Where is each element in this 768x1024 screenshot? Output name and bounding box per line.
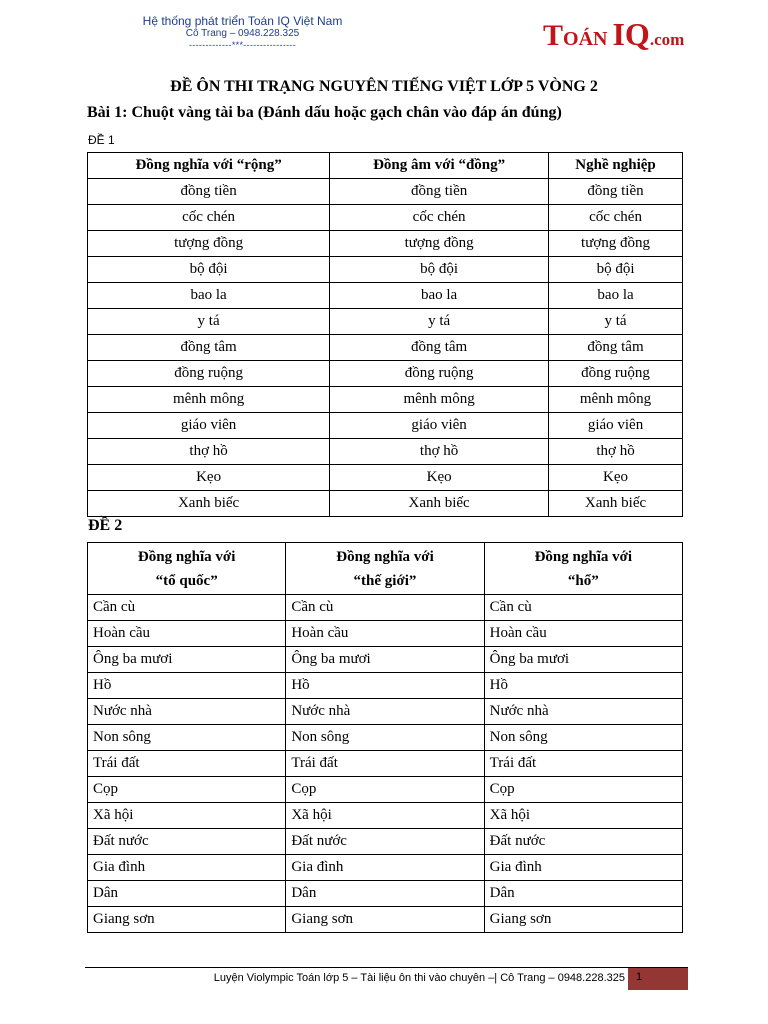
de1-option-cell[interactable]: đồng tâm — [88, 335, 330, 361]
de1-label: ĐỀ 1 — [88, 133, 115, 147]
de1-option-cell[interactable]: Xanh biếc — [330, 491, 549, 517]
footer-text: Luyện Violympic Toán lớp 5 – Tài liệu ôn thi vào chuyên –| Cô Trang – 0948.228.325 — [213, 972, 625, 984]
de2-option-cell[interactable]: Gia đình — [484, 855, 682, 881]
de1-option-cell[interactable]: bộ đội — [549, 257, 683, 283]
de2-row — [88, 907, 683, 933]
page-number-box — [628, 968, 688, 990]
de2-option-cell[interactable]: Ông ba mươi — [286, 647, 484, 673]
de2-option-cell[interactable]: Ông ba mươi — [88, 647, 286, 673]
de1-option-cell[interactable]: y tá — [549, 309, 683, 335]
de1-row — [88, 413, 683, 439]
logo-part-1: T — [543, 19, 564, 52]
de2-row — [88, 673, 683, 699]
de2-header-line1: Đồng nghĩa với — [137, 548, 236, 565]
de2-option-cell[interactable]: Trái đất — [286, 751, 484, 777]
de2-option-cell[interactable]: Cần cù — [88, 595, 286, 621]
de2-header-line2: “thế giới” — [353, 572, 417, 589]
de2-option-cell[interactable]: Cần cù — [484, 595, 682, 621]
de1-option-cell[interactable]: cốc chén — [549, 205, 683, 231]
toaniq-logo — [543, 16, 684, 53]
de1-option-cell[interactable]: giáo viên — [88, 413, 330, 439]
page-number: 1 — [636, 971, 643, 983]
de2-option-cell[interactable]: Cọp — [286, 777, 484, 803]
de1-option-cell[interactable]: mênh mông — [330, 387, 549, 413]
de2-option-cell[interactable]: Xã hội — [88, 803, 286, 829]
de2-option-cell[interactable]: Giang sơn — [484, 907, 682, 933]
de2-option-cell[interactable]: Đất nước — [88, 829, 286, 855]
document-title: ĐỀ ÔN THI TRẠNG NGUYÊN TIẾNG VIỆT LỚP 5 VÒNG 2 — [170, 78, 598, 95]
de2-row — [88, 855, 683, 881]
de1-option-cell[interactable]: Xanh biếc — [549, 491, 683, 517]
de1-option-cell[interactable]: bao la — [330, 283, 549, 309]
de2-option-cell[interactable]: Non sông — [286, 725, 484, 751]
de2-option-cell[interactable]: Hoàn cầu — [484, 621, 682, 647]
de2-option-cell[interactable]: Trái đất — [484, 751, 682, 777]
de2-option-cell[interactable]: Giang sơn — [88, 907, 286, 933]
de2-row — [88, 621, 683, 647]
de1-row — [88, 179, 683, 205]
de1-option-cell[interactable]: mênh mông — [549, 387, 683, 413]
de2-option-cell[interactable]: Cần cù — [286, 595, 484, 621]
de1-row — [88, 335, 683, 361]
de2-row — [88, 647, 683, 673]
de2-header-line2: “tổ quốc” — [155, 572, 218, 589]
de2-option-cell[interactable]: Xã hội — [286, 803, 484, 829]
de2-option-cell[interactable]: Gia đình — [88, 855, 286, 881]
de1-option-cell[interactable]: đồng tiền — [88, 179, 330, 205]
logo-part-2: OÁN — [563, 28, 613, 50]
logo-part-4: .com — [649, 30, 685, 49]
footer-divider — [85, 967, 688, 968]
de2-option-cell[interactable]: Non sông — [484, 725, 682, 751]
de1-row — [88, 231, 683, 257]
de1-header-row — [88, 153, 683, 179]
de2-option-cell[interactable]: Nước nhà — [286, 699, 484, 725]
de2-row — [88, 699, 683, 725]
de2-row — [88, 829, 683, 855]
de2-option-cell[interactable]: Nước nhà — [484, 699, 682, 725]
de1-option-cell[interactable]: Kẹo — [88, 465, 330, 491]
de2-header-line1: Đồng nghĩa với — [336, 548, 434, 565]
de2-option-cell[interactable]: Giang sơn — [286, 907, 484, 933]
de1-option-cell[interactable]: bao la — [88, 283, 330, 309]
de2-header-line2: “hổ” — [567, 572, 599, 589]
de2-header-row — [88, 543, 683, 595]
de1-header-cell: Nghề nghiệp — [549, 153, 683, 179]
de2-label: ĐỀ 2 — [88, 517, 123, 534]
de1-option-cell[interactable]: đồng ruộng — [330, 361, 549, 387]
de1-option-cell[interactable]: bộ đội — [88, 257, 330, 283]
de2-row — [88, 803, 683, 829]
de1-option-cell[interactable]: bộ đội — [330, 257, 549, 283]
de1-option-cell[interactable]: Kẹo — [549, 465, 683, 491]
de1-option-cell[interactable]: thợ hồ — [330, 439, 549, 465]
de1-option-cell[interactable]: đồng tâm — [330, 335, 549, 361]
de1-option-cell[interactable]: Kẹo — [330, 465, 549, 491]
de2-option-cell[interactable]: Hồ — [484, 673, 682, 699]
de1-option-cell[interactable]: thợ hồ — [549, 439, 683, 465]
de2-option-cell[interactable]: Ông ba mươi — [484, 647, 682, 673]
de2-option-cell[interactable]: Trái đất — [88, 751, 286, 777]
header-contact: Cô Trang – 0948.228.325 — [185, 28, 300, 40]
de1-table — [87, 152, 683, 517]
de1-row — [88, 387, 683, 413]
de1-row — [88, 205, 683, 231]
de1-option-cell[interactable]: tượng đồng — [88, 231, 330, 257]
de2-option-cell[interactable]: Đất nước — [484, 829, 682, 855]
de1-option-cell[interactable]: cốc chén — [88, 205, 330, 231]
de1-row — [88, 309, 683, 335]
header-org-name: Hệ thống phát triển Toán IQ Việt Nam — [142, 14, 343, 28]
de1-option-cell[interactable]: giáo viên — [549, 413, 683, 439]
de2-option-cell[interactable]: Dân — [484, 881, 682, 907]
de2-option-cell[interactable]: Gia đình — [286, 855, 484, 881]
de1-row — [88, 465, 683, 491]
de2-option-cell[interactable]: Đất nước — [286, 829, 484, 855]
de1-option-cell[interactable]: tượng đồng — [330, 231, 549, 257]
de2-row — [88, 777, 683, 803]
de1-option-cell[interactable]: đồng tâm — [549, 335, 683, 361]
de1-row — [88, 283, 683, 309]
de1-row — [88, 439, 683, 465]
de2-header-cell — [484, 543, 682, 595]
de1-option-cell[interactable]: giáo viên — [330, 413, 549, 439]
de1-option-cell[interactable]: đồng tiền — [549, 179, 683, 205]
de2-option-cell[interactable]: Xã hội — [484, 803, 682, 829]
de1-row — [88, 361, 683, 387]
de2-option-cell[interactable]: Hoàn cầu — [286, 621, 484, 647]
de2-header-line1: Đồng nghĩa với — [534, 548, 633, 565]
de2-option-cell[interactable]: Cọp — [484, 777, 682, 803]
de1-option-cell[interactable]: y tá — [330, 309, 549, 335]
de2-row — [88, 881, 683, 907]
de1-header-cell: Đồng nghĩa với “rộng” — [88, 153, 330, 179]
logo-part-3: IQ — [612, 16, 650, 52]
de2-option-cell[interactable]: Hồ — [286, 673, 484, 699]
de2-option-cell[interactable]: Non sông — [88, 725, 286, 751]
de2-header-cell — [88, 543, 286, 595]
de1-option-cell[interactable]: Xanh biếc — [88, 491, 330, 517]
de2-option-cell[interactable]: Nước nhà — [88, 699, 286, 725]
header-separator: -------------***---------------- — [188, 40, 297, 51]
de1-header-cell: Đồng âm với “đồng” — [330, 153, 549, 179]
de2-option-cell[interactable]: Dân — [286, 881, 484, 907]
de2-option-cell[interactable]: Dân — [88, 881, 286, 907]
de2-table — [87, 542, 683, 933]
header-org-block — [135, 14, 350, 51]
de1-option-cell[interactable]: tượng đồng — [549, 231, 683, 257]
de1-row — [88, 257, 683, 283]
de1-option-cell[interactable]: y tá — [88, 309, 330, 335]
de2-option-cell[interactable]: Hồ — [88, 673, 286, 699]
de1-option-cell[interactable]: bao la — [549, 283, 683, 309]
de2-row — [88, 751, 683, 777]
de1-option-cell[interactable]: đồng ruộng — [88, 361, 330, 387]
exercise-heading: Bài 1: Chuột vàng tài ba (Đánh dấu hoặc gạch chân vào đáp án đúng) — [87, 104, 562, 121]
de1-option-cell[interactable]: đồng ruộng — [549, 361, 683, 387]
de2-row — [88, 725, 683, 751]
de1-row — [88, 491, 683, 517]
de2-row — [88, 595, 683, 621]
de2-header-cell — [286, 543, 484, 595]
de1-option-cell[interactable]: mênh mông — [88, 387, 330, 413]
de1-option-cell[interactable]: cốc chén — [330, 205, 549, 231]
de2-option-cell[interactable]: Cọp — [88, 777, 286, 803]
de1-option-cell[interactable]: đồng tiền — [330, 179, 549, 205]
de2-option-cell[interactable]: Hoàn cầu — [88, 621, 286, 647]
de1-option-cell[interactable]: thợ hồ — [88, 439, 330, 465]
